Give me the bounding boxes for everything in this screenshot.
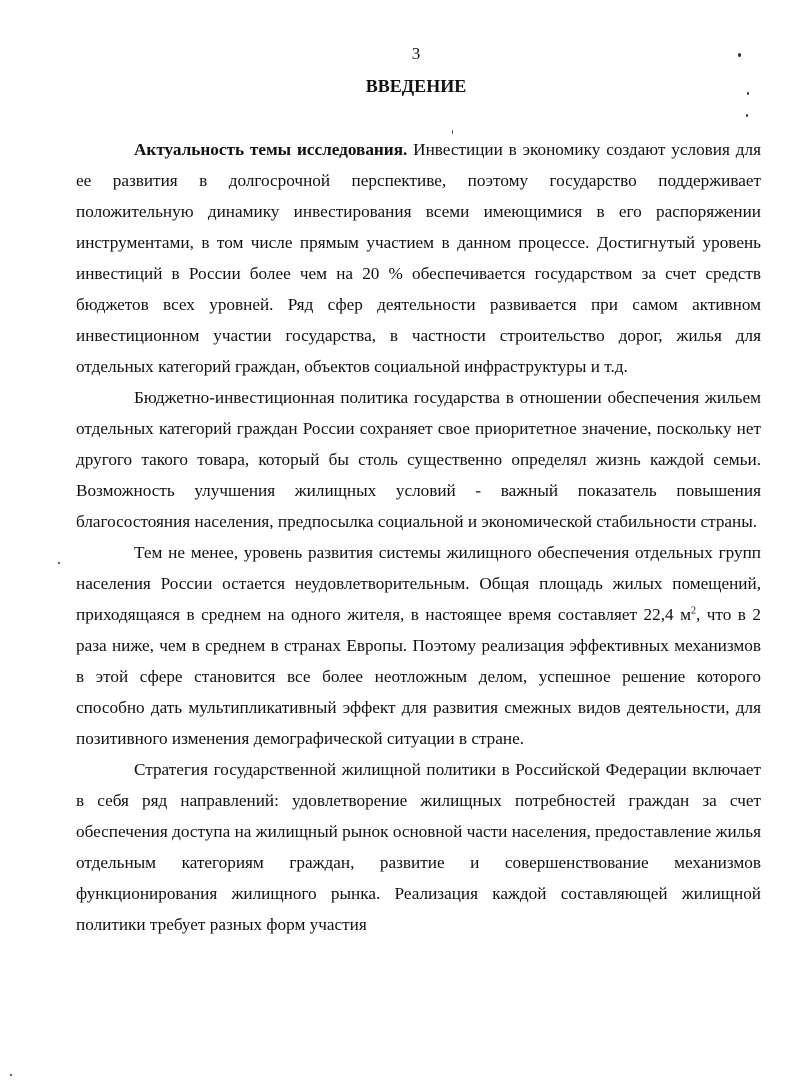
paragraph-text: Тем не менее, уровень развития системы жилищного обеспечения отдельных групп населения России остается неудовлетворительным. Общая площадь жилых помещений, приходящаяся в среднем на одного жителя, в настоящее время составляет 22,4 м — [76, 543, 761, 624]
scan-speck — [452, 130, 453, 134]
paragraph-text: , что в 2 раза ниже, чем в среднем в странах Европы. Поэтому реализация эффективных механизмов в этой сфере становится все более неотложным делом, успешное решение которого способно дать мультипликативный эффект для развития смежных видов деятельности, для позитивного изменения демографической ситуации в стране. — [76, 605, 761, 748]
paragraph-housing-level — [76, 537, 761, 754]
scan-speck — [746, 114, 748, 117]
paragraph-text: Стратегия государственной жилищной политики в Российской Федерации включает в себя ряд направлений: удовлетворение жилищных потребностей граждан за счет обеспечения доступа на жилищный рынок основной части населения, предоставление жилья отдельным категориям граждан, развитие и совершенствование механизмов функционирования жилищного рынка. Реализация каждой составляющей жилищной политики требует разных форм участия — [76, 760, 761, 934]
paragraph-budget-policy — [76, 382, 761, 537]
paragraph-lead: Актуальность темы исследования. — [134, 140, 408, 159]
page-title: ВВЕДЕНИЕ — [365, 76, 467, 96]
superscript: 2 — [690, 605, 696, 617]
paragraph-housing-strategy — [76, 754, 761, 940]
scan-speck — [10, 1074, 12, 1076]
page-number: 3 — [411, 44, 421, 63]
paragraph-text: Инвестиции в экономику создают условия для ее развития в долгосрочной перспективе, поэтому государство поддерживает положительную динамику инвестирования всеми имеющимися в его распоряжении инструментами, в том числе прямым участием в данном процессе. Достигнутый уровень инвестиций в России более чем на 20 % обеспечивается государством за счет средств бюджетов всех уровней. Ряд сфер деятельности развивается при самом активном инвестиционном участии государства, в частности строительство дорог, жилья для отдельных категорий граждан, объектов социальной инфраструктуры и т.д. — [76, 140, 761, 376]
scan-speck — [58, 562, 60, 564]
scan-speck — [747, 92, 749, 95]
scan-speck — [738, 53, 741, 57]
paragraph-text: Бюджетно-инвестиционная политика государства в отношении обеспечения жильем отдельных категорий граждан России сохраняет свое приоритетное значение, поскольку нет другого такого товара, который бы столь существенно определял жизнь каждой семьи. Возможность улучшения жилищных условий - важный показатель повышения благосостояния населения, предпосылка социальной и экономической стабильности страны. — [76, 388, 761, 531]
paragraph-relevance — [76, 134, 761, 382]
body-text — [76, 134, 761, 940]
